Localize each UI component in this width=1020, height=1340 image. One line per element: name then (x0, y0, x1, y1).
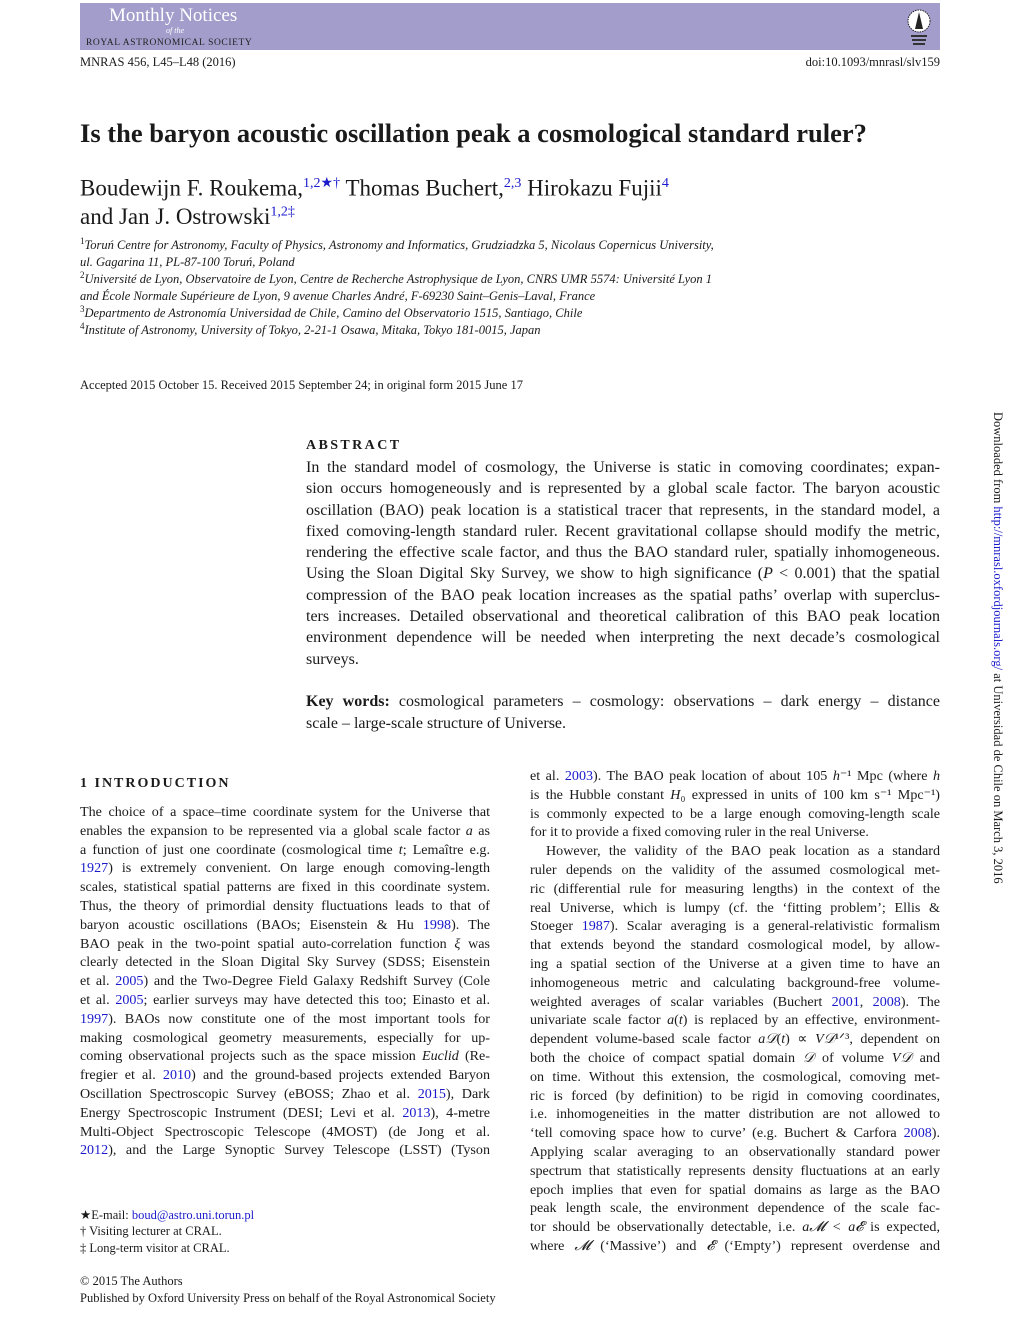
affiliation (80, 304, 582, 321)
text-line (306, 542, 940, 563)
text: ruler depends on the validity of the assumed cosmological met- (530, 861, 940, 878)
citation-link[interactable]: 2015 (417, 1085, 446, 1102)
math-symbol: 𝒟 (802, 1049, 815, 1066)
author-affil[interactable]: 2,3 (503, 176, 522, 191)
citation-link[interactable]: 2008 (872, 993, 901, 1010)
author: Thomas Buchert, (340, 175, 504, 201)
text-line (530, 880, 940, 899)
text: et al. (80, 973, 116, 990)
email-link[interactable]: boud@astro.uni.torun.pl (131, 1208, 255, 1222)
text-line (530, 1237, 940, 1256)
math-symbol: V𝒟 (815, 1031, 835, 1048)
text: et al. (80, 991, 116, 1008)
text-line (530, 1011, 940, 1030)
text: is commonly expected to be a large enough comoving-length scale (530, 805, 940, 822)
author: and Jan J. Ostrowski (80, 204, 271, 229)
text-line (80, 1085, 490, 1104)
math-symbol: 𝓜 (574, 1237, 591, 1254)
text: as (472, 822, 491, 839)
text: ¹ᐟ³, dependent on (834, 1031, 940, 1048)
text: ; earlier surveys may have detected this too; Einasto et al. (143, 991, 490, 1008)
text: In the standard model of cosmology, the Universe is static in comoving coordinates; expan- (306, 459, 940, 476)
text-line (80, 991, 490, 1010)
text: (‘Empty’) represent overdense and (714, 1237, 941, 1254)
text: where (530, 1237, 575, 1254)
text-line (80, 1047, 490, 1066)
footnote: ‡ Long-term visitor at CRAL. (80, 1241, 230, 1255)
text-line (306, 478, 940, 499)
text: ). BAOs now constitute one of the most important tools for (108, 1010, 490, 1027)
text: both the choice of compact spatial domain (530, 1049, 803, 1066)
text: ters increases. Detailed observational and theoretical calibration of this BAO peak location (306, 608, 940, 626)
text-line (306, 606, 940, 627)
text-line (306, 521, 940, 542)
affiliation-number: 4 (80, 321, 85, 331)
affiliation-text: Institute of Astronomy, University of Tokyo, 2-21-1 Osawa, Mitaka, Tokyo 181-0015, Japan (84, 323, 541, 338)
text: Stoeger (530, 918, 582, 935)
affiliation-number: 3 (80, 304, 85, 314)
text: univariate scale factor (530, 1012, 668, 1029)
text: epoch implies that even for spatial domains as large as the BAO (530, 1181, 940, 1198)
math-symbol: h (932, 768, 941, 784)
text-line (80, 1123, 490, 1142)
text-line (530, 955, 940, 974)
author: Boudewijn F. Roukema, (80, 175, 304, 201)
download-note-text (990, 412, 1005, 884)
text: The choice of a space–time coordinate system for the Universe that (80, 804, 490, 820)
text: fixed comoving-length standard ruler. Recent gravitational collapse should modify the metric, (306, 522, 940, 540)
society-name: ROYAL ASTRONOMICAL SOCIETY (86, 38, 253, 48)
text: making cosmological geometry measurements, especially for up- (80, 1029, 490, 1046)
ras-seal-icon (906, 7, 932, 47)
text: that extends beyond the standard cosmological model, by allow- (530, 937, 940, 954)
text-line (306, 713, 940, 734)
text-line (530, 1199, 940, 1218)
text-line (530, 767, 940, 786)
text-line (530, 1162, 940, 1181)
text: ) is extremely convenient. On large enough comoving-length (108, 860, 490, 877)
affiliation-number: 1 (80, 236, 85, 246)
math-symbol: 𝓔 (706, 1237, 715, 1254)
text: ) is replaced by an effective, environment- (682, 1012, 940, 1029)
keywords-label: Key words: (306, 693, 390, 711)
text-line (80, 803, 490, 822)
text: i.e. inhomogeneities in the matter distribution are not allowed to (530, 1106, 940, 1123)
math-symbol: a (465, 822, 473, 839)
affiliation-text: Departmento de Astronomía Universidad de Chile, Camino del Observatorio 1515, Santiago, Chile (84, 306, 583, 321)
affiliation-text: and École Normale Supérieure de Lyon, 9 avenue Charles André, F-69230 Saint–Genis–Laval, France (80, 289, 596, 304)
text: Thus, the theory of primordial density fluctuations leads to that of (80, 897, 490, 914)
text: and (911, 1049, 940, 1066)
text-line (306, 457, 940, 478)
math-symbol: t (398, 841, 403, 858)
text: a function of just one coordinate (cosmological time (80, 841, 399, 858)
authors-line-2 (80, 204, 295, 230)
citation-link[interactable]: 2001 (831, 993, 860, 1010)
text: for it to provide a fixed comoving ruler in the real Universe. (530, 824, 869, 841)
math-symbol: h (832, 768, 840, 784)
download-note (990, 412, 1010, 932)
text: scale – large-scale structure of Universe. (306, 714, 567, 732)
section-heading: 1 INTRODUCTION (80, 776, 231, 791)
text: fregier et al. (80, 1067, 163, 1084)
affiliation-text: Toruń Centre for Astronomy, Faculty of Physics, Astronomy and Informatics, Grudziadzka 5, Nicolaus Copernicus University, (84, 238, 714, 253)
download-prefix: Downloaded from (991, 412, 1005, 507)
text: ing a spatial section of the Universe at a given time to have an (530, 955, 940, 972)
text: dependent volume-based scale factor (530, 1031, 759, 1048)
text: ), and the Large Synoptic Survey Telescope (LSST) (Tyson (108, 1142, 490, 1159)
math-symbol: V𝒟 (891, 1049, 912, 1066)
text: real Universe, which is lumpy (cf. the ‘fitting problem’; Ellis & (530, 899, 940, 916)
affiliation (80, 287, 595, 304)
text: Energy Spectroscopic Instrument (DESI; Levi et al. (80, 1104, 403, 1121)
text: weighted averages of scalar variables (Buchert (530, 993, 832, 1010)
math-symbol: a𝒟 (758, 1031, 777, 1048)
citation-link[interactable]: 2013 (402, 1104, 431, 1121)
citation-link[interactable]: 2010 (162, 1067, 192, 1084)
text: ) and the ground-based projects extended Baryon (191, 1067, 490, 1084)
citation-link[interactable]: 2005 (115, 973, 144, 990)
citation-link[interactable]: 1997 (80, 1010, 109, 1027)
text: cosmological parameters – cosmology: observations – dark energy – distance (389, 693, 941, 711)
citation-link[interactable]: 2003 (564, 768, 594, 784)
citation-link[interactable]: 2012 (80, 1142, 109, 1159)
math-symbol: Euclid (422, 1048, 459, 1065)
math-symbol: P (763, 565, 773, 583)
text-line (530, 1087, 940, 1106)
text: ). The (900, 993, 941, 1010)
text-line (80, 972, 490, 991)
text: ric is forced (by definition) to be rigid in comoving coordinates, (530, 1087, 940, 1104)
footnote: † Visiting lecturer at CRAL. (80, 1224, 222, 1238)
citation-link[interactable]: 1998 (422, 916, 452, 933)
copyright: © 2015 The Authors (80, 1274, 183, 1288)
text: enables the expansion to be represented via a global scale factor (80, 822, 466, 839)
text: oscillation (BAO) peak location is a statistical tracer that represents, in the standard model, a (306, 501, 940, 519)
text-line (306, 563, 940, 584)
text-line (306, 649, 940, 670)
text-line (80, 822, 490, 841)
author-affil[interactable]: 1,2‡ (270, 204, 295, 220)
text: rendering the effective scale factor, and thus the BAO standard ruler, spatially inhomogeneous. (306, 544, 940, 562)
text-line (306, 585, 940, 606)
text-line (530, 993, 940, 1012)
text-line (530, 917, 940, 936)
text-line (530, 1181, 940, 1200)
text-line (80, 1029, 490, 1048)
text-line (530, 936, 940, 955)
text: ( (674, 1012, 679, 1029)
text: baryon acoustic oscillations (BAOs; Eisenstein & Hu (80, 916, 423, 933)
text: Using the Sloan Digital Sky Survey, we show to high significance ( (306, 565, 764, 583)
text: ‘tell comoving space how to curve’ (e.g. Buchert & Carfora (530, 1125, 904, 1142)
journal-name-of-the: of the (166, 26, 184, 35)
text: Applying scalar averaging to an observationally standard power (530, 1143, 940, 1160)
text: tor should be observationally detectable, i.e. (530, 1219, 803, 1236)
affiliation (80, 236, 714, 253)
text: scales, statistical spatial patterns are fixed in this coordinate system. (80, 879, 490, 896)
dates: Accepted 2015 October 15. Received 2015 September 24; in original form 2015 June 17 (80, 378, 523, 392)
text-line (530, 1049, 940, 1068)
citation-link[interactable]: 1927 (80, 860, 109, 877)
text: environment dependence will be needed when interpreting the next decade’s cosmological (306, 629, 940, 647)
affiliation-number: 2 (80, 270, 85, 280)
footnote-label: ★E-mail: (80, 1208, 132, 1222)
journal-name: Monthly Notices (109, 5, 238, 26)
text-line (80, 1066, 490, 1085)
text-line (80, 878, 490, 897)
text-line (80, 916, 490, 935)
text-line (530, 1105, 940, 1124)
math-symbol: H (670, 786, 681, 803)
text: of volume (814, 1049, 892, 1066)
left-column (80, 803, 490, 1160)
affiliation-text: ul. Gagarina 11, PL-87-100 Toruń, Poland (80, 255, 295, 270)
math-symbol: ξ (454, 935, 461, 952)
text: surveys. (306, 650, 359, 668)
text: is expected, (863, 1219, 940, 1236)
text-line (530, 805, 940, 824)
text: , (859, 993, 873, 1010)
text: peak length scale, the environment dependence of the scale fac- (530, 1200, 940, 1217)
text-line (80, 935, 490, 954)
text: clearly detected in the Sloan Digital Sky Survey (SDSS; Eisenstein (80, 954, 490, 971)
text-line (80, 1104, 490, 1123)
text: (Re- (458, 1048, 490, 1065)
text: ₀ expressed in units of 100 km s⁻¹ Mpc⁻¹) (680, 786, 940, 803)
text: ). (931, 1125, 940, 1142)
text: ). The (451, 916, 490, 933)
affiliation-text: Université de Lyon, Observatoire de Lyon, Centre de Recherche Astrophysique de Lyon, CNRS UMR 5574: Université Lyon 1 (84, 272, 713, 287)
text-line (306, 500, 940, 521)
text: was (460, 935, 490, 952)
text-line (530, 786, 940, 805)
citation: MNRAS 456, L45–L48 (2016) (80, 55, 236, 69)
text: < 0.001) that the spatial (772, 565, 941, 583)
text-line (530, 1143, 940, 1162)
text-line (530, 1068, 940, 1087)
text-line (80, 1010, 490, 1029)
citation-link[interactable]: 2005 (115, 991, 144, 1008)
text: et al. (530, 768, 565, 784)
text: Oscillation Spectroscopic Survey (eBOSS; Zhao et al. (80, 1085, 418, 1102)
affiliation (80, 270, 712, 287)
math-symbol: a𝓜 < a𝓔 (802, 1219, 864, 1236)
text-line (306, 627, 940, 648)
text-line (530, 899, 940, 918)
text: ric (differential rule for measuring lengths) in the context of the (530, 880, 940, 897)
text: Multi-Object Spectroscopic Telescope (4MOST) (de Jong et al. (80, 1123, 490, 1140)
text: ), 4-metre (430, 1104, 490, 1121)
text: compression of the BAO peak location increases as the spatial paths’ overlap with superclus- (306, 586, 940, 604)
math-symbol: t (678, 1012, 683, 1029)
download-suffix: at Universidad de Chile on March 3, 2016 (991, 670, 1005, 884)
text-line (80, 1141, 490, 1160)
text: ; Lemaître e.g. (402, 841, 490, 858)
text-line (306, 691, 940, 712)
text: inhomogeneous metric and calculating background-free volume- (530, 974, 940, 991)
citation-link[interactable]: 1987 (581, 918, 610, 935)
text: ), Dark (445, 1085, 490, 1102)
authors-line-1 (80, 175, 669, 202)
text-line (530, 1030, 940, 1049)
publisher: Published by Oxford University Press on behalf of the Royal Astronomical Society (80, 1291, 496, 1305)
text: is the Hubble constant (530, 786, 671, 803)
text-line (80, 953, 490, 972)
author-affil[interactable]: 4 (661, 176, 669, 191)
text: BAO peak in the two-point spatial auto-correlation function (80, 935, 455, 952)
text-line (530, 842, 940, 861)
text: coming observational projects such as the space mission (80, 1048, 422, 1065)
text-line (530, 1218, 940, 1237)
text-line (80, 859, 490, 878)
paper-title: Is the baryon acoustic oscillation peak a cosmological standard ruler? (80, 118, 867, 148)
text-line (80, 841, 490, 860)
text: ⁻¹ Mpc (where (839, 768, 933, 784)
doi[interactable]: doi:10.1093/mnrasl/slv159 (805, 55, 940, 69)
math-symbol: t (781, 1031, 786, 1048)
text: ( (776, 1031, 782, 1048)
citation-link[interactable]: 2008 (903, 1125, 932, 1142)
author-affil[interactable]: 1,2★† (303, 176, 341, 191)
footnote-email (80, 1207, 254, 1223)
text-line (306, 670, 940, 691)
text: sion occurs homogeneously and is represented by a global scale factor. The baryon acoustic (306, 480, 940, 498)
text-line (530, 1124, 940, 1143)
text: (‘Massive’) and (590, 1237, 707, 1254)
abstract-heading: ABSTRACT (306, 438, 402, 453)
text-line (530, 861, 940, 880)
affiliation (80, 253, 295, 270)
text: on time. Without this extension, the cosmological, comoving met- (530, 1068, 940, 1085)
text-line (80, 897, 490, 916)
text: ). Scalar averaging is a general-relativistic formalism (609, 918, 940, 935)
text: However, the validity of the BAO peak location as a standard (546, 843, 940, 860)
text: ) and the Two-Degree Field Galaxy Redshift Survey (Cole (143, 973, 490, 990)
journal-url-link[interactable]: http://mnrasl.oxfordjournals.org/ (991, 506, 1005, 671)
right-column (530, 767, 940, 1256)
affiliation (80, 321, 541, 338)
abstract (306, 457, 940, 734)
journal-banner (80, 3, 940, 50)
text: ). The BAO peak location of about 105 (593, 768, 833, 784)
text-line (530, 974, 940, 993)
text-line (530, 823, 940, 842)
author: Hirokazu Fujii (521, 175, 662, 201)
text: spectrum that statistically represents density fluctuations at an early (530, 1162, 940, 1179)
math-symbol: a (667, 1012, 675, 1029)
text: ) ∝ (785, 1031, 816, 1048)
